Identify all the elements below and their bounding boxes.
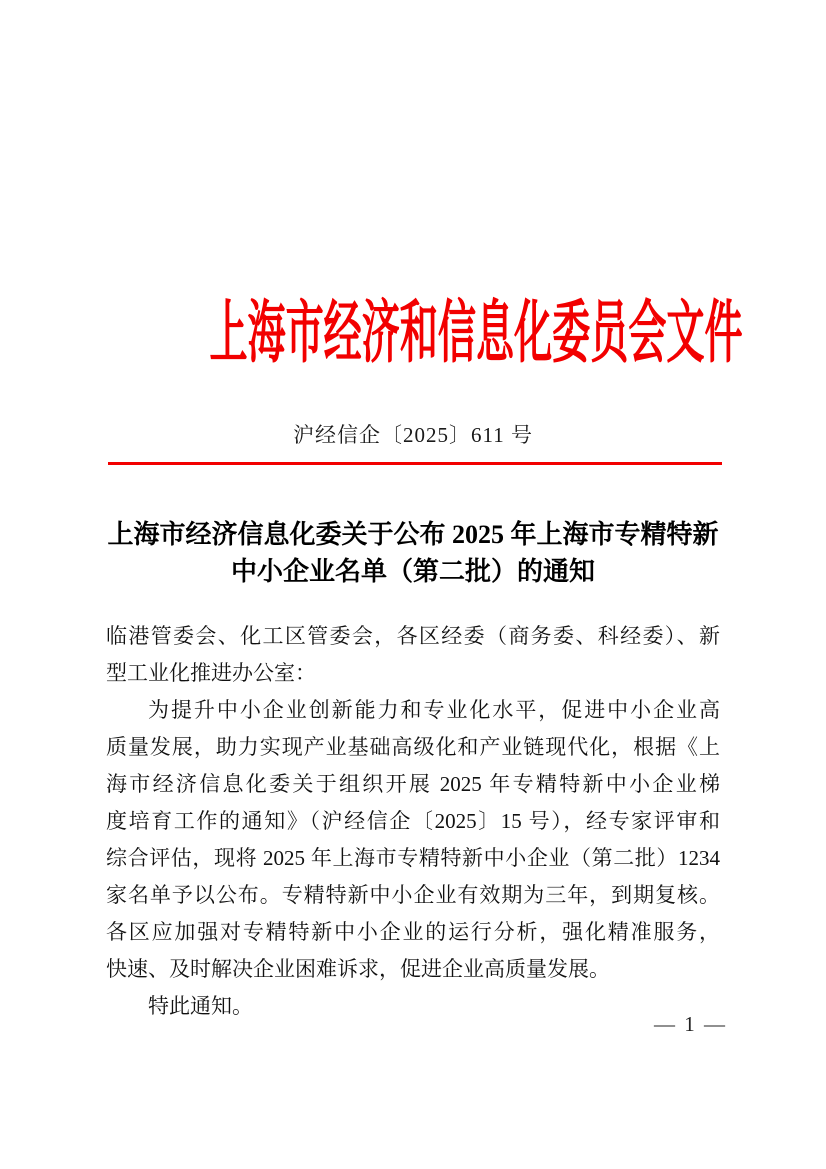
page-number: — 1 — <box>654 1012 727 1036</box>
body-line: 型工业化推进办公室： <box>106 661 316 685</box>
red-divider-line <box>108 462 722 465</box>
body-line: 临港管委会、化工区管委会，各区经委（商务委、科经委）、新 <box>106 624 720 648</box>
body-line: 快速、及时解决企业困难诉求，促进企业高质量发展。 <box>106 957 610 981</box>
red-header <box>0 288 826 397</box>
org-title-text: 上海市经济和信息化委员会文件 <box>209 295 743 371</box>
document-title-line-1: 上海市经济信息化委关于公布 2025 年上海市专精特新 <box>107 520 719 549</box>
document-title-line-2: 中小企业名单（第二批）的通知 <box>230 557 595 586</box>
document-body <box>106 618 720 1025</box>
doc-number: 沪经信企〔2025〕611 号 <box>293 423 533 447</box>
body-line: 质量发展，助力实现产业基础高级化和产业链现代化，根据《上 <box>106 735 720 759</box>
document-title <box>0 516 826 590</box>
body-line: 为提升中小企业创新能力和专业化水平，促进中小企业高 <box>148 698 720 722</box>
body-line: 家名单予以公布。专精特新中小企业有效期为三年，到期复核。 <box>106 883 720 907</box>
body-line: 各区应加强对专精特新中小企业的运行分析，强化精准服务， <box>106 920 720 944</box>
body-line: 海市经济信息化委关于组织开展 2025 年专精特新中小企业梯 <box>106 772 720 796</box>
body-line: 度培育工作的通知》（沪经信企〔2025〕15 号），经专家评审和 <box>106 809 720 833</box>
body-line: 特此通知。 <box>148 994 253 1018</box>
body-line: 综合评估，现将 2025 年上海市专精特新中小企业（第二批）1234 <box>106 846 720 870</box>
